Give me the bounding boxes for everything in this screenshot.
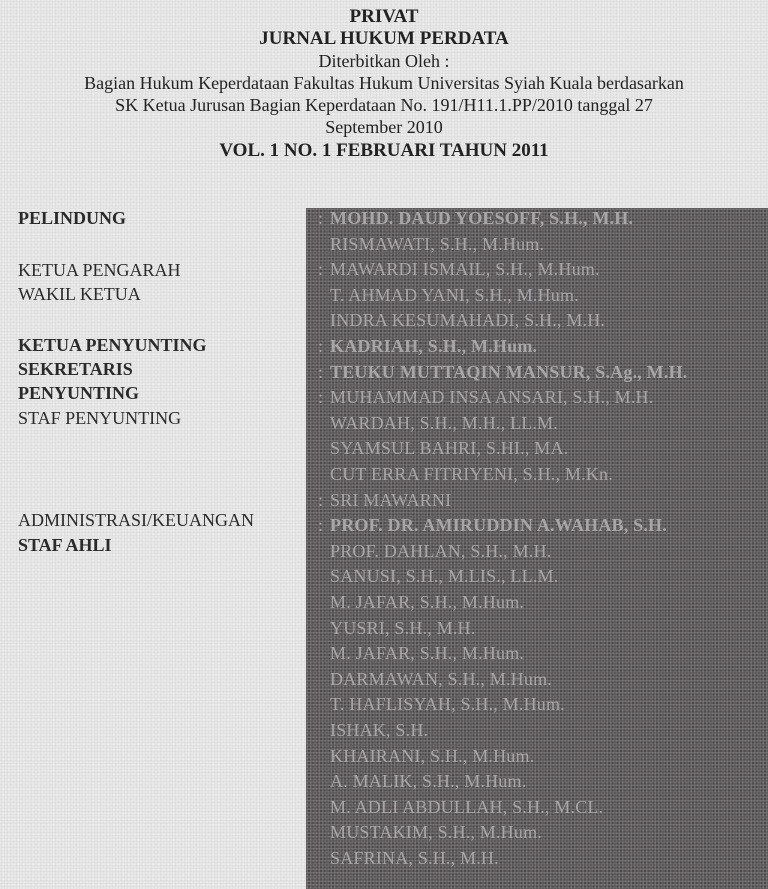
person-name: TEUKU MUTTAQIN MANSUR, S.Ag., M.H.: [330, 361, 688, 382]
person-name: T. HAFLISYAH, S.H., M.Hum.: [330, 694, 565, 715]
role-label-penyunting: PENYUNTING: [18, 383, 140, 403]
publisher-line: Bagian Hukum Keperdataan Fakultas Hukum Universitas Syiah Kuala berdasarkan: [84, 73, 684, 93]
role-label-wakil-ketua: WAKIL KETUA: [18, 284, 141, 304]
name-colon: :: [318, 208, 324, 228]
name-colon: :: [318, 336, 324, 356]
name-colon: :: [318, 489, 324, 510]
person-name: YUSRI, S.H., M.H.: [330, 617, 476, 638]
role-label-sekretaris: SEKRETARIS: [18, 359, 133, 379]
person-name: SANUSI, S.H., M.LIS., LL.M.: [330, 566, 559, 587]
decree-date: September 2010: [325, 117, 443, 137]
person-name: KHAIRANI, S.H., M.Hum.: [330, 745, 535, 766]
person-name: KADRIAH, S.H., M.Hum.: [330, 336, 538, 356]
role-label-pelindung: PELINDUNG: [18, 208, 127, 228]
person-name: M. JAFAR, S.H., M.Hum.: [330, 643, 525, 664]
person-name: MUHAMMAD INSA ANSARI, S.H., M.H.: [330, 387, 654, 408]
journal-header: [0, 6, 768, 162]
person-name: A. MALIK, S.H., M.Hum.: [330, 771, 527, 792]
person-name: MUSTAKIM, S.H., M.Hum.: [330, 822, 542, 843]
role-label-staf-penyunting: STAF PENYUNTING: [18, 408, 182, 428]
person-name: WARDAH, S.H., M.H., LL.M.: [330, 412, 559, 433]
role-label-administrasi: ADMINISTRASI/KEUANGAN: [18, 510, 254, 530]
role-label-ketua-pengarah: KETUA PENGARAH: [18, 260, 181, 280]
publisher-intro: Diterbitkan Oleh :: [318, 51, 450, 71]
name-colon: :: [318, 387, 324, 408]
person-name: SRI MAWARNI: [330, 489, 452, 510]
person-name: DARMAWAN, S.H., M.Hum.: [330, 668, 552, 689]
person-name: INDRA KESUMAHADI, S.H., M.H.: [330, 310, 606, 331]
person-name: T. AHMAD YANI, S.H., M.Hum.: [330, 284, 579, 305]
decree-line: SK Ketua Jurusan Bagian Keperdataan No. 191/H11.1.PP/2010 tanggal 27: [115, 95, 653, 115]
person-name: SYAMSUL BAHRI, S.HI., MA.: [330, 438, 569, 459]
role-label-staf-ahli: STAF AHLI: [18, 535, 112, 555]
journal-title: JURNAL HUKUM PERDATA: [259, 28, 509, 49]
person-name: SAFRINA, S.H., M.H.: [330, 848, 499, 868]
name-colon: :: [318, 259, 324, 280]
name-colon: :: [318, 361, 324, 382]
person-name: MOHD. DAUD YOESOFF, S.H., M.H.: [330, 208, 634, 228]
journal-acronym: PRIVAT: [349, 6, 419, 27]
person-name: M. JAFAR, S.H., M.Hum.: [330, 592, 525, 612]
name-colon: :: [318, 515, 324, 536]
person-name: MAWARDI ISMAIL, S.H., M.Hum.: [330, 259, 600, 280]
person-name: RISMAWATI, S.H., M.Hum.: [330, 233, 545, 254]
person-name: PROF. DR. AMIRUDDIN A.WAHAB, S.H.: [330, 515, 667, 536]
volume-info: VOL. 1 NO. 1 FEBRUARI TAHUN 2011: [219, 140, 549, 161]
person-name: M. ADLI ABDULLAH, S.H., M.CL.: [330, 796, 604, 817]
person-name: ISHAK, S.H.: [330, 720, 429, 740]
person-name: CUT ERRA FITRIYENI, S.H., M.Kn.: [330, 464, 613, 484]
person-name: PROF. DAHLAN, S.H., M.H.: [330, 540, 552, 561]
role-label-ketua-penyunting: KETUA PENYUNTING: [18, 335, 207, 355]
